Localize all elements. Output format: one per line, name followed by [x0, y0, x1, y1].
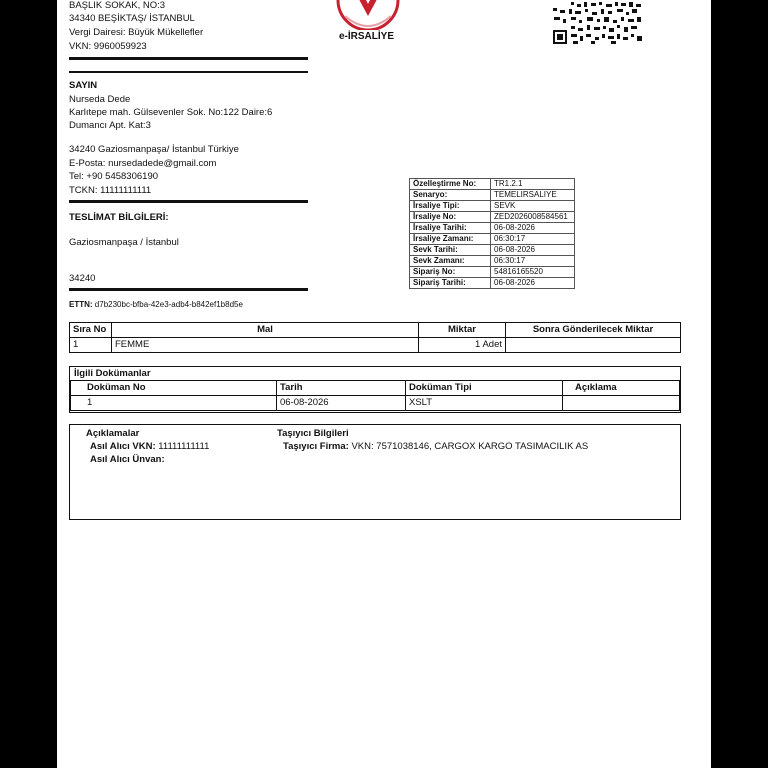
recipient-city: 34240 Gaziosmanpaşa/ İstanbul Türkiye — [69, 144, 239, 155]
info-key: Sevk Zamanı: — [410, 256, 491, 267]
documents-cell: XSLT — [406, 396, 563, 411]
notes-vkn — [90, 440, 209, 453]
info-value: 06-08-2026 — [491, 278, 575, 289]
sender-tax-office: Vergi Dairesi: Büyük Mükellefler — [69, 27, 204, 38]
items-header-cell: Mal — [112, 323, 419, 338]
documents-cell: 06-08-2026 — [277, 396, 406, 411]
info-key: Senaryo: — [410, 190, 491, 201]
notes-vkn-value: 11111111111 — [158, 441, 210, 452]
recipient-heading: SAYIN — [69, 80, 98, 91]
info-value: 06-08-2026 — [491, 245, 575, 256]
documents-header-cell: Doküman No — [71, 381, 277, 396]
info-value: SEVK — [491, 201, 575, 212]
items-cell: 1 Adet — [419, 338, 506, 353]
info-row — [410, 212, 575, 223]
info-key: İrsaliye Tipi: — [410, 201, 491, 212]
info-value: TR1.2.1 — [491, 179, 575, 190]
notes-title-label: Asıl Alıcı Ünvan: — [90, 454, 165, 465]
info-row — [410, 201, 575, 212]
ettn-label: ETTN: — [69, 300, 93, 309]
carrier-value: VKN: 7571038146, CARGOX KARGO TASIMACILIK AS — [351, 441, 589, 452]
rule — [69, 200, 308, 203]
info-row — [410, 234, 575, 245]
info-row — [410, 278, 575, 289]
documents-header-cell: Tarih — [277, 381, 406, 396]
info-key: İrsaliye No: — [410, 212, 491, 223]
notes-heading: Açıklamalar — [86, 428, 140, 439]
notes-vkn-label: Asıl Alıcı VKN: — [90, 441, 156, 452]
info-row — [410, 179, 575, 190]
sender-address2: 34340 BEŞİKTAŞ/ İSTANBUL — [69, 13, 195, 24]
items-cell — [506, 338, 681, 353]
recipient-email: E-Posta: nursedadede@gmail.com — [69, 158, 217, 169]
recipient-tckn: TCKN: 11111111111 — [69, 185, 152, 196]
info-key: İrsaliye Zamanı: — [410, 234, 491, 245]
documents-header-cell: Doküman Tipi — [406, 381, 563, 396]
info-value: 54816165520 — [491, 267, 575, 278]
ettn-value: d7b230bc-bfba-42e3-adb4-b842ef1b8d5e — [94, 300, 243, 309]
items-header-cell: Miktar — [419, 323, 506, 338]
delivery-city: Gaziosmanpaşa / İstanbul — [69, 237, 179, 248]
info-value: 06:30:17 — [491, 256, 575, 267]
table-row — [70, 338, 681, 353]
documents-header-row — [71, 381, 680, 396]
info-key: Sevk Tarihi: — [410, 245, 491, 256]
info-key: Sipariş No: — [410, 267, 491, 278]
info-value: ZED2026008584561 — [491, 212, 575, 223]
recipient-name: Nurseda Dede — [69, 94, 131, 105]
info-row — [410, 223, 575, 234]
documents-cell — [563, 396, 680, 411]
carrier-heading: Taşıyıcı Bilgileri — [277, 428, 349, 439]
delivery-heading: TESLİMAT BİLGİLERİ: — [69, 212, 169, 223]
doc-type-label: e-İRSALİYE — [339, 31, 395, 42]
sender-address1: BAŞLIK SOKAK, NO:3 — [69, 0, 166, 11]
recipient-tel: Tel: +90 5458306190 — [69, 171, 159, 182]
items-header-row — [70, 323, 681, 338]
items-header-cell: Sonra Gönderilecek Miktar — [506, 323, 681, 338]
documents-box — [69, 366, 681, 413]
carrier-firm — [283, 440, 588, 453]
items-cell: 1 — [70, 338, 112, 353]
items-cell: FEMME — [112, 338, 419, 353]
items-header-cell: Sıra No — [70, 323, 112, 338]
rule — [69, 57, 308, 60]
info-key: Sipariş Tarihi: — [410, 278, 491, 289]
sender-vkn: VKN: 9960059923 — [69, 41, 147, 52]
info-key: Özelleştirme No: — [410, 179, 491, 190]
items-table — [69, 322, 681, 353]
rule — [69, 71, 308, 73]
info-row — [410, 245, 575, 256]
table-row — [71, 396, 680, 411]
carrier-label: Taşıyıcı Firma: — [283, 441, 349, 452]
documents-cell: 1 — [71, 396, 277, 411]
info-row — [410, 190, 575, 201]
info-row — [410, 256, 575, 267]
documents-title: İlgili Dokümanlar — [74, 368, 151, 379]
documents-header-cell: Açıklama — [563, 381, 680, 396]
info-value: 06-08-2026 — [491, 223, 575, 234]
info-row — [410, 267, 575, 278]
notes-box — [69, 424, 681, 520]
info-value: TEMELIRSALIYE — [491, 190, 575, 201]
recipient-address2: Dumancı Apt. Kat:3 — [69, 120, 151, 131]
qr-code-icon — [551, 0, 645, 46]
waybill-info-table — [409, 178, 575, 289]
delivery-postal: 34240 — [69, 273, 96, 284]
ettn — [69, 300, 243, 309]
waybill-page — [57, 0, 711, 768]
rule — [69, 288, 308, 291]
info-key: İrsaliye Tarihi: — [410, 223, 491, 234]
recipient-address1: Karlıtepe mah. Gülsevenler Sok. No:122 Daire:6 — [69, 107, 273, 118]
gib-logo-icon — [333, 0, 403, 30]
info-value: 06:30:17 — [491, 234, 575, 245]
